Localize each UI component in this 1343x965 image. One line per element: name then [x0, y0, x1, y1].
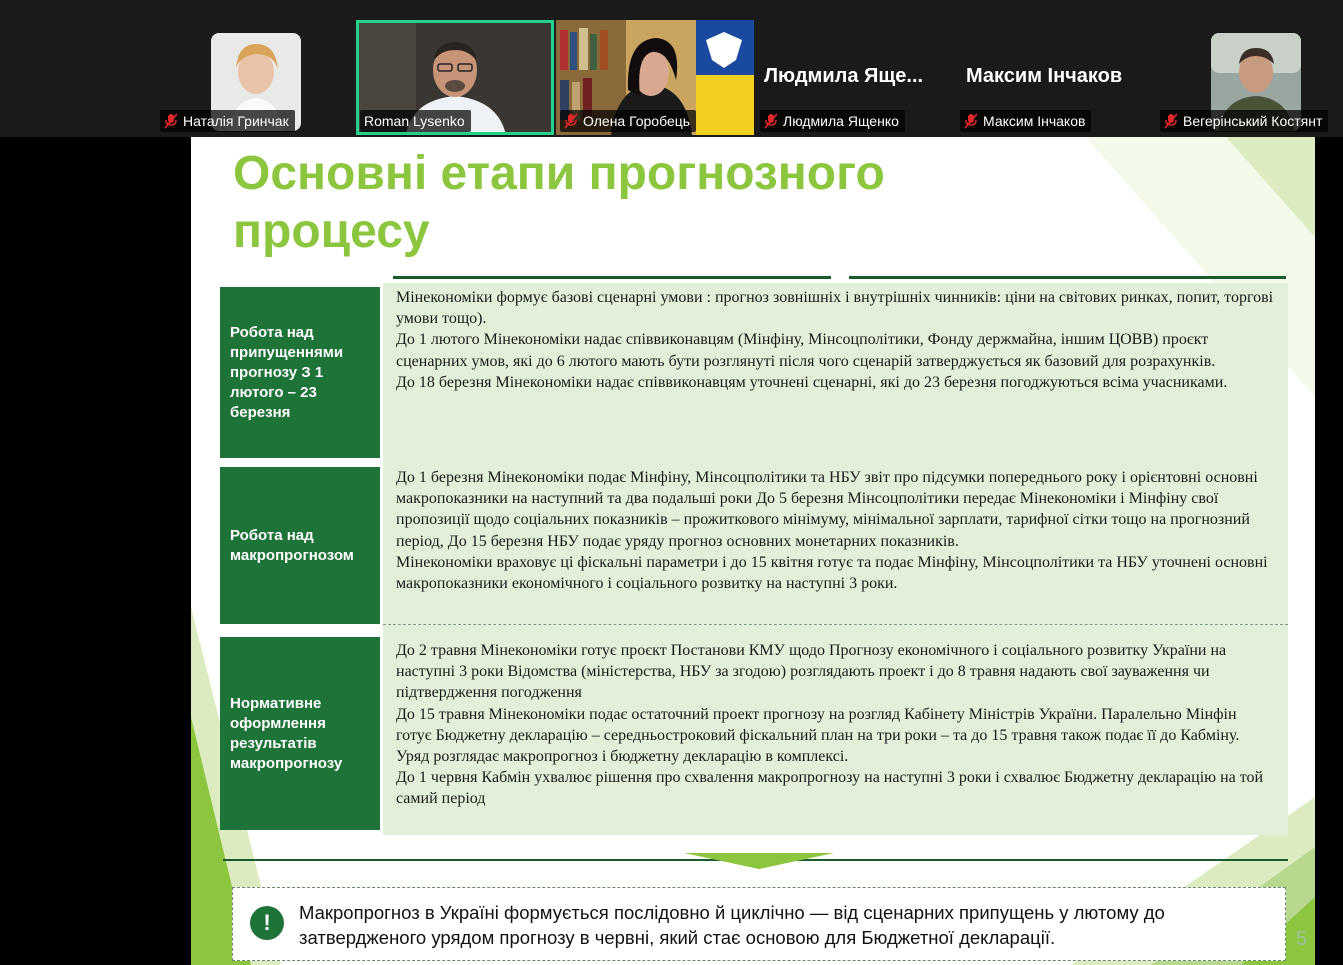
stage-label: Робота над припущеннями прогнозу З 1 лютого – 23 березня [220, 287, 380, 458]
participant-name-tag [160, 110, 295, 132]
left-edge [0, 137, 14, 965]
mic-muted-icon [964, 113, 978, 129]
participant-tile-active[interactable] [356, 20, 554, 135]
participant-tile[interactable] [756, 20, 954, 135]
participant-strip [0, 0, 1343, 137]
slide-title: Основні етапи прогнозного процесу [233, 147, 885, 258]
stage-paragraph: До 18 березня Мінекономіки надає співвиконавцям уточнені сценарні, які до 23 березня погоджуються всіма учасниками. [396, 373, 1228, 391]
divider-line [849, 276, 1286, 279]
participant-name: Вегерінський Костянт [1183, 113, 1323, 129]
stage-paragraph: До 1 березня Мінекономіки подає Мінфіну, Мінсоцполітики та НБУ звіт про підсумки попереднього року і орієнтовні основні макропоказники на наступний та два подальші роки До 5 березня Мінсоцполітики передає Мінекономіки і Мінфіну свої пропозиції щодо соціальних показників – прожиткового мінімуму, мінімальної зарплати, тарифної сітки тощо на прогнозний період, До 15 березня НБУ подає уряду прогноз основних монетарних показників. [396, 469, 1258, 550]
stage-paragraph: До 1 лютого Мінекономіки надає співвиконавцям (Мінфіну, Мінсоцполітики, Фонду держмайна, іншим ЦОВВ) проєкт сценарних умов, які до 6 лютого мають бути розглянуті після чого сценарій затверджується як базовий для розрахунків. [396, 331, 1216, 370]
stage-paragraph: До 15 травня Мінекономіки подає остаточний проект прогнозу на розгляд Кабінету Міністрів України. Паралельно Мінфін готує Бюджетну декларацію – середньостроковий фіскальний план на три роки – та до 15 травня також подає її до Кабміну. Уряд розглядає макропрогноз і бюджетну декларацію в комплексі. [396, 705, 1240, 766]
mic-muted-icon [1164, 113, 1178, 129]
participant-name-tag [760, 110, 905, 132]
stage-description [383, 625, 1288, 835]
mic-muted-icon [164, 113, 178, 129]
participant-name: Наталія Гринчак [183, 113, 289, 129]
shared-slide [191, 137, 1315, 965]
key-takeaway-callout [232, 887, 1286, 961]
callout-text: Макропрогноз в Україні формується послідовно й циклічно — від сценарних припущень у лютому до затвердженого урядом прогнозу в червні, який стає основою для Бюджетної декларації. [299, 902, 1165, 948]
down-arrow-icon [684, 853, 834, 869]
slide-number: 5 [1295, 928, 1307, 950]
participant-name-tag [960, 110, 1091, 132]
participant-name: Олена Горобець [583, 113, 691, 129]
participant-tile[interactable] [556, 20, 754, 135]
participant-tile[interactable] [1156, 20, 1343, 135]
mic-muted-icon [564, 113, 578, 129]
stage-label: Нормативне оформлення результатів макропрогнозу [220, 637, 380, 830]
participant-tile[interactable] [156, 20, 354, 135]
stage-paragraph: До 2 травня Мінекономіки готує проєкт Постанови КМУ щодо Прогнозу економічного і соціального розвитку України на наступні 3 роки Відомства (міністерства, НБУ за згодою) розглядають проект і до 8 травня надають свої зауваження чи підтвердження погодження [396, 642, 1227, 702]
participant-name-tag [560, 110, 696, 132]
participant-display-name: Максим Інчаков [966, 65, 1123, 87]
participant-name: Roman Lysenko [364, 113, 465, 129]
mic-muted-icon [764, 113, 778, 129]
participant-display-name: Людмила Яще... [764, 65, 924, 87]
stage-paragraph: Мінекономіки формує базові сценарні умови : прогноз зовнішніх і внутрішніх чинників: ціни на світових ринках, попит, торгові умови тощо). [396, 289, 1274, 328]
stage-description [383, 283, 1288, 458]
divider-line [393, 276, 831, 279]
participant-name-tag [360, 110, 471, 132]
exclamation-icon: ! [250, 906, 284, 940]
stage-label: Робота над макропрогнозом [220, 467, 380, 624]
stage-description [383, 458, 1288, 624]
participant-name: Людмила Ященко [783, 113, 899, 129]
participant-name: Максим Інчаков [983, 113, 1086, 129]
participant-tile[interactable] [956, 20, 1154, 135]
stage-paragraph: До 1 червня Кабмін ухвалює рішення про схвалення макропрогнозу на наступні 3 роки і схвалює Бюджетну декларацію на той самий період [396, 769, 1264, 808]
participant-name-tag [1160, 110, 1328, 132]
stage-paragraph: Мінекономіки враховує ці фіскальні параметри і до 15 квітня готує та подає Мінфіну, Мінсоцполітики та НБУ уточнені основні макропоказники економічного і соціального розвитку на наступні 3 роки. [396, 553, 1268, 593]
